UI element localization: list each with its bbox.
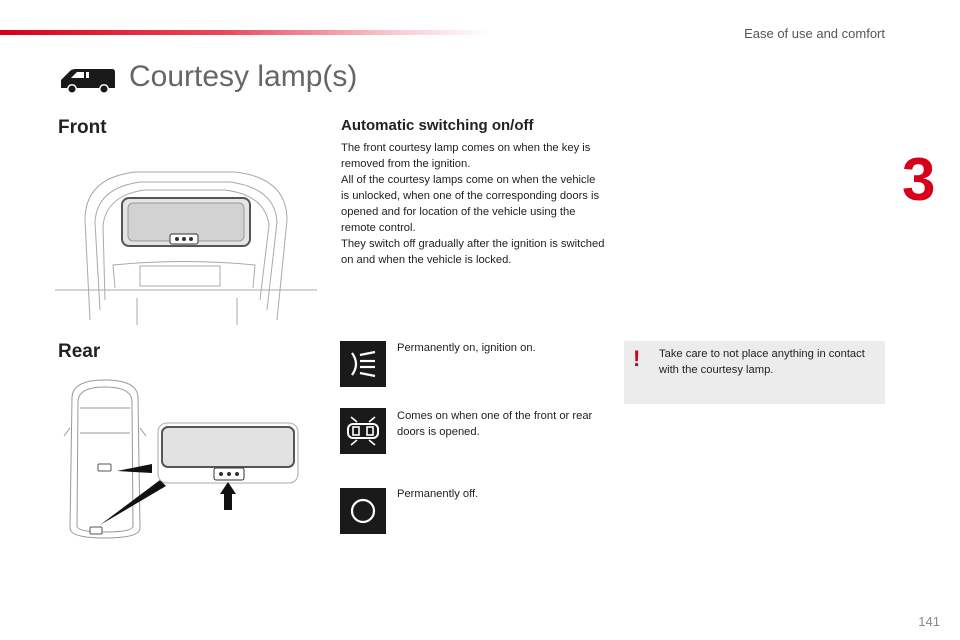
header-accent-bar [0,30,490,35]
front-heading: Front [58,117,107,138]
warning-text: Take care to not place anything in contact with the courtesy lamp. [659,348,865,376]
auto-paragraph: All of the courtesy lamps come on when the vehicle is unlocked, when one of the corresponding doors is opened and for location of the vehicle using the remote control. [341,174,600,234]
warning-icon: ! [633,346,641,371]
page-title: Courtesy lamp(s) [129,60,358,93]
front-courtesy-lamp-illustration [55,160,320,330]
mode-description: Permanently off. [397,488,479,500]
lamp-on-icon [340,341,386,387]
mode-description: Permanently on, ignition on. [397,342,536,354]
chapter-number: 3 [902,146,936,213]
rear-heading: Rear [58,341,101,362]
rear-courtesy-lamp-illustration [60,378,305,543]
lamp-off-icon [340,488,386,534]
door-lamp-icon [340,408,386,454]
automatic-switching-heading: Automatic switching on/off [341,117,534,134]
auto-paragraph: The front courtesy lamp comes on when the key is removed from the ignition. [341,142,591,170]
auto-paragraph: They switch off gradually after the ignition is switched on and when the vehicle is locked. [341,238,605,266]
mode-description: Comes on when one of the front or rear doors is opened. [397,410,593,438]
page-number: 141 [918,614,940,629]
van-icon [58,67,118,95]
section-title: Ease of use and comfort [744,26,885,41]
warning-box [624,341,885,404]
automatic-switching-text [341,140,606,268]
